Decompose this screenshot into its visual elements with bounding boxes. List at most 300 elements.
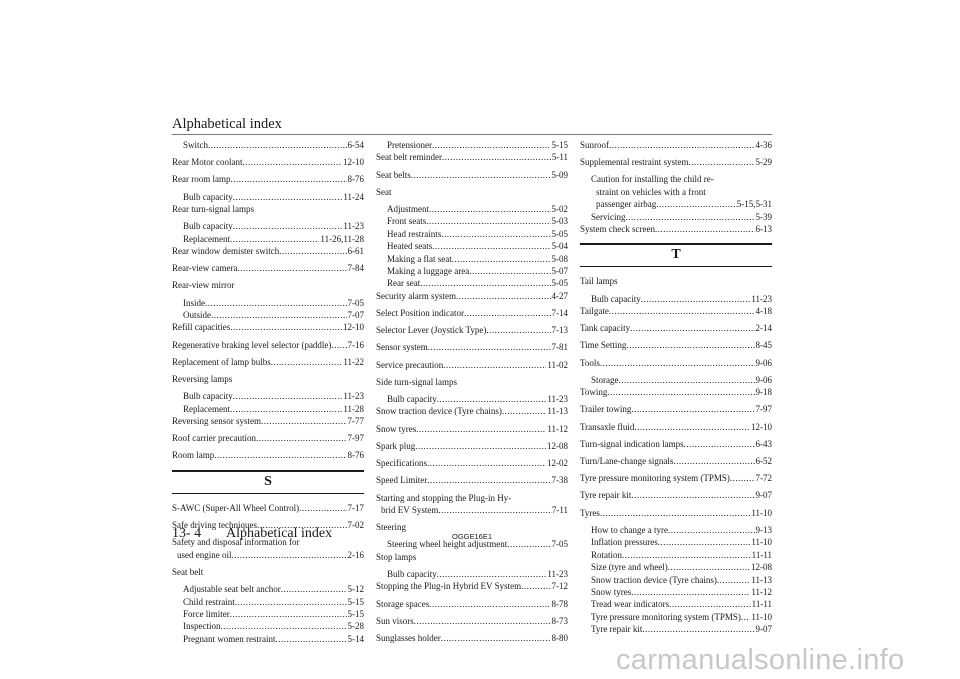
index-entry-label: Transaxle fluid <box>580 421 635 432</box>
index-entry <box>376 376 568 388</box>
index-entry-label: Head restraints <box>387 228 442 239</box>
index-entry-label: Inflation pressures <box>591 537 658 548</box>
index-entry <box>172 279 364 291</box>
leader-dots <box>655 223 755 235</box>
index-entry-page: 7-84 <box>347 263 364 274</box>
index-entry-label: Making a luggage area <box>387 266 470 277</box>
index-entry-label: Safe driving techniques <box>172 520 257 531</box>
index-entry-label: Stop lamps <box>376 551 417 562</box>
index-entry <box>580 322 772 334</box>
index-entry-page: 8-76 <box>347 174 364 185</box>
index-entry-page: 9-07 <box>755 490 772 501</box>
index-subentry <box>580 211 772 223</box>
index-entry-page: 5-14 <box>347 633 364 644</box>
leader-dots <box>230 608 347 620</box>
leader-dots <box>271 356 343 368</box>
index-entry-label: Switch <box>183 140 209 150</box>
leader-dots <box>233 390 343 402</box>
leader-dots <box>609 139 755 151</box>
leader-dots <box>717 574 751 586</box>
leader-dots <box>411 169 551 181</box>
index-subentry <box>580 561 772 573</box>
leader-dots <box>486 324 550 336</box>
page-header-title: Alphabetical index <box>172 116 282 132</box>
index-entry <box>376 474 568 486</box>
leader-dots <box>630 322 754 334</box>
leader-dots <box>429 203 551 215</box>
index-entry <box>172 245 364 257</box>
leader-dots <box>230 173 346 185</box>
leader-dots <box>673 455 754 467</box>
index-entry <box>580 156 772 168</box>
leader-dots <box>631 403 754 415</box>
index-entry-page: 11-10 <box>751 537 772 548</box>
index-entry-label: Towing <box>580 387 608 398</box>
leader-dots <box>641 293 751 305</box>
index-entry-page: 5-15 <box>347 608 364 619</box>
index-subentry <box>580 623 772 635</box>
index-entry-page: 7-72 <box>755 473 772 484</box>
index-entry <box>172 339 364 351</box>
index-entry-page: 6-52 <box>755 456 772 467</box>
index-entry-label: Reversing lamps <box>172 374 233 385</box>
index-entry-label: Seat <box>376 186 392 197</box>
index-subentry <box>580 598 772 610</box>
index-column-1 <box>172 139 364 645</box>
index-entry-label: Refill capacities <box>172 322 231 333</box>
leader-dots <box>441 228 550 240</box>
index-entry <box>580 305 772 317</box>
index-entry-page: 5-29 <box>755 157 772 168</box>
index-entry-page: 5-02 <box>551 204 568 215</box>
index-entry-page: 9-06 <box>755 374 772 385</box>
index-entry-page: 2-14 <box>755 323 772 334</box>
index-subentry <box>376 215 568 227</box>
letter-rule-bottom <box>172 493 364 494</box>
leader-dots <box>631 489 754 501</box>
leader-dots <box>626 339 754 351</box>
entry-list <box>172 502 364 645</box>
index-subentry <box>172 191 364 203</box>
index-entry-label: Rear-view mirror <box>172 280 235 291</box>
letter-heading <box>580 243 772 267</box>
entry-list <box>376 139 568 644</box>
leader-dots <box>437 568 547 580</box>
index-entry-label: Tyre repair kit <box>580 490 632 501</box>
index-entry <box>376 551 568 563</box>
index-entry-label-cont: used engine oil <box>177 549 232 560</box>
leader-dots <box>600 507 750 519</box>
index-entry-label: Making a flat seat <box>387 253 452 264</box>
footer-title: Alphabetical index <box>226 526 333 541</box>
index-entry-page: 12-02 <box>547 458 568 469</box>
leader-dots <box>609 305 755 317</box>
index-entry-label: Bulb capacity <box>183 391 233 402</box>
leader-dots <box>464 307 551 319</box>
index-entry <box>172 373 364 385</box>
index-subentry <box>376 253 568 265</box>
index-entry-label: Bulb capacity <box>387 568 437 579</box>
index-entry <box>172 415 364 427</box>
index-entry-page: 7-14 <box>551 308 568 319</box>
index-entry-label: Sun visors <box>376 615 414 626</box>
leader-dots <box>507 538 550 550</box>
index-entry-page: 7-81 <box>551 342 568 353</box>
index-entry-label: Service precaution <box>376 359 444 370</box>
leader-dots <box>631 586 750 598</box>
index-entry <box>376 440 568 452</box>
index-entry-label: Time Setting <box>580 340 627 351</box>
index-entry-page: 11-23 <box>751 293 772 304</box>
index-entry-page: 6-13 <box>755 224 772 235</box>
index-entry <box>376 580 568 592</box>
index-entry-label: Reversing sensor system <box>172 416 261 427</box>
index-subentry <box>580 611 772 623</box>
leader-dots <box>426 215 550 227</box>
index-entry-label: Regenerative braking level selector (paddle) <box>172 339 332 350</box>
index-entry-page: 7-17 <box>347 502 364 513</box>
index-subentry <box>580 524 772 536</box>
leader-dots <box>469 265 550 277</box>
index-entry <box>376 151 568 163</box>
index-entry-label: Bulb capacity <box>387 394 437 405</box>
leader-dots <box>233 191 343 203</box>
index-entry-label: Caution for installing the child re- <box>591 174 714 185</box>
index-entry-page: 11-26,11-28 <box>320 233 364 244</box>
index-entry-page: 11-23 <box>547 394 568 405</box>
index-entry <box>580 403 772 415</box>
index-entry-label: Bulb capacity <box>591 293 641 304</box>
index-entry-label: Spark plug <box>376 440 416 451</box>
index-entry-label: Starting and stopping the Plug-in Hy- <box>376 492 512 503</box>
index-entry-label: Seat belts <box>376 169 411 180</box>
index-entry-label: Pregnant women restraint <box>183 633 276 644</box>
leader-dots <box>232 549 348 561</box>
index-entry-label: Snow tyres <box>376 423 417 434</box>
letter-heading-label: S <box>264 473 272 489</box>
leader-dots <box>221 620 347 632</box>
index-entry-page: 5-08 <box>551 253 568 264</box>
index-entry-label-cont: brid EV System <box>381 504 439 515</box>
leader-dots <box>256 432 347 444</box>
index-entry-label: Seat belt reminder <box>376 152 442 163</box>
index-entry <box>580 386 772 398</box>
leader-dots <box>415 440 546 452</box>
leader-dots <box>432 139 551 151</box>
index-entry-page: 11-23 <box>343 391 364 402</box>
leader-dots <box>429 598 550 610</box>
leader-dots <box>214 449 346 461</box>
index-subentry <box>172 608 364 620</box>
index-entry-page: 5-05 <box>551 228 568 239</box>
leader-dots <box>238 262 347 274</box>
index-entry-label: Storage spaces <box>376 598 430 609</box>
index-entry <box>172 173 364 185</box>
index-entry-label: Trailer towing <box>580 404 632 415</box>
index-entry-page: 11-23 <box>547 568 568 579</box>
index-subentry <box>580 586 772 598</box>
leader-dots <box>432 240 550 252</box>
index-entry <box>580 139 772 151</box>
index-entry-page: 7-12 <box>551 581 568 592</box>
index-entry-label: Snow traction device (Tyre chains) <box>376 406 502 417</box>
index-entry-page: 11-28 <box>343 403 364 414</box>
index-entry <box>376 457 568 469</box>
leader-dots <box>438 504 551 516</box>
footer-doc-code: OGGE16E1 <box>452 532 493 541</box>
index-entry-label: Rear seat <box>387 278 421 289</box>
index-entry-label: Seat belt <box>172 566 204 577</box>
index-entry-label: Bulb capacity <box>183 191 233 202</box>
index-entry-page: 11-02 <box>547 359 568 370</box>
index-entry-page: 11-12 <box>751 586 772 597</box>
index-entry-label: Steering wheel height adjustment <box>387 539 508 550</box>
index-entry-label: Servicing <box>591 211 626 222</box>
index-entry <box>580 357 772 369</box>
leader-dots <box>437 393 547 405</box>
footer-page-number: 13- 4 <box>172 526 202 541</box>
index-entry-label: Tail lamps <box>580 276 618 287</box>
index-subentry <box>376 277 568 289</box>
index-entry-page: 4-18 <box>755 306 772 317</box>
index-entry <box>580 421 772 433</box>
index-entry-line <box>376 504 568 516</box>
index-entry-label: Tyre pressure monitoring system (TPMS) <box>580 473 730 484</box>
leader-dots <box>502 405 547 417</box>
index-entry <box>172 449 364 461</box>
index-entry-label: Tank capacity <box>580 323 631 334</box>
watermark-text: carmanualsonline.info <box>616 644 905 676</box>
index-entry-page: 5-09 <box>551 169 568 180</box>
index-entry-page: 11-10 <box>751 507 772 518</box>
index-entry <box>376 341 568 353</box>
index-entry-page: 5-07 <box>551 266 568 277</box>
index-entry <box>172 156 364 168</box>
index-entry-page: 8-76 <box>347 450 364 461</box>
index-entry-label: Snow traction device (Tyre chains) <box>591 574 717 585</box>
index-subentry <box>580 574 772 586</box>
index-entry-page: 7-11 <box>551 504 568 515</box>
index-entry-line <box>172 549 364 561</box>
leader-dots <box>414 615 551 627</box>
index-entry-label: Replacement <box>183 233 230 244</box>
leader-dots <box>668 524 755 536</box>
index-entry-label: Adjustment <box>387 204 429 215</box>
leader-dots <box>688 156 754 168</box>
index-entry-label: Supplemental restraint system <box>580 157 689 168</box>
index-entry-page: 11-12 <box>547 423 568 434</box>
index-subentry <box>172 297 364 309</box>
index-entry-label: Pretensioner <box>387 140 432 150</box>
index-entry-page: 9-18 <box>755 387 772 398</box>
index-entry <box>580 339 772 351</box>
index-entry <box>376 324 568 336</box>
leader-dots <box>230 321 342 333</box>
index-entry-label: System check screen <box>580 224 655 235</box>
index-entry-label: Tread wear indicators <box>591 599 670 610</box>
leader-dots <box>684 438 755 450</box>
index-entry-label: How to change a tyre <box>591 524 668 535</box>
index-entry-label: Turn/Lane-change signals <box>580 456 674 467</box>
index-entry-page: 12-10 <box>343 157 364 168</box>
leader-dots <box>521 580 550 592</box>
index-entry-page: 2-16 <box>347 549 364 560</box>
index-entry <box>580 489 772 501</box>
leader-dots <box>452 253 551 265</box>
leader-dots <box>443 359 546 371</box>
leader-dots <box>607 386 754 398</box>
index-subentry <box>172 139 364 151</box>
index-entry-page: 7-02 <box>347 520 364 531</box>
leader-dots <box>420 277 550 289</box>
index-entry-label: Inspection <box>183 621 221 632</box>
index-subentry <box>172 220 364 232</box>
index-entry-label: Size (tyre and wheel) <box>591 562 668 573</box>
index-subentry <box>172 596 364 608</box>
index-entry-page: 5-05 <box>551 278 568 289</box>
index-entry-label: Replacement of lamp bulbs <box>172 356 271 367</box>
index-entry-label: Rear Motor coolant <box>172 157 243 168</box>
index-subentry <box>580 293 772 305</box>
index-entry-label: Side turn-signal lamps <box>376 376 457 387</box>
index-entry-label: Security alarm system <box>376 290 456 301</box>
index-column-2 <box>376 139 568 644</box>
index-subentry <box>172 633 364 645</box>
index-entry-page: 7-05 <box>347 297 364 308</box>
index-entry-label: Steering <box>376 522 406 533</box>
index-entry-label: Tyres <box>580 507 600 518</box>
leader-dots <box>416 423 546 435</box>
leader-dots <box>233 220 343 232</box>
index-entry-page: 12-08 <box>751 562 772 573</box>
index-entry <box>376 423 568 435</box>
index-subentry <box>376 568 568 580</box>
index-entry <box>376 492 568 517</box>
index-entry <box>580 223 772 235</box>
index-entry <box>580 438 772 450</box>
index-entry-label: Rear-view camera <box>172 263 238 274</box>
leader-dots <box>669 598 751 610</box>
leader-dots <box>299 502 346 514</box>
index-entry-page: 5-12 <box>347 584 364 595</box>
index-entry-label: Replacement <box>183 403 230 414</box>
index-entry-page: 12-10 <box>343 322 364 333</box>
index-entry <box>376 290 568 302</box>
index-entry <box>376 405 568 417</box>
index-entry-label: Selector Lever (Joystick Type) <box>376 325 487 336</box>
index-entry-page: 6-43 <box>755 438 772 449</box>
index-subentry <box>172 309 364 321</box>
leader-dots <box>634 421 750 433</box>
index-subentry <box>376 139 568 151</box>
leader-dots <box>279 245 346 257</box>
index-entry-page: 11-11 <box>751 549 772 560</box>
index-entry-page: 4-27 <box>551 290 568 301</box>
index-entry-label: Front seats <box>387 216 427 227</box>
index-entry-label: Turn-signal indication lamps <box>580 438 684 449</box>
entry-list <box>172 139 364 462</box>
index-subentry <box>376 393 568 405</box>
index-entry-page: 12-10 <box>751 421 772 432</box>
index-entry-page: 11-13 <box>751 574 772 585</box>
leader-dots <box>205 297 347 309</box>
index-entry-page: 9-13 <box>755 524 772 535</box>
leader-dots <box>642 623 754 635</box>
index-entry-page: 11-13 <box>547 406 568 417</box>
index-entry <box>580 275 772 287</box>
index-entry-page: 11-10 <box>751 611 772 622</box>
index-entry-label: Select Position indicator <box>376 308 464 319</box>
leader-dots <box>741 611 750 623</box>
index-entry-page: 7-38 <box>551 475 568 486</box>
leader-dots <box>668 561 750 573</box>
index-entry-page: 11-23 <box>343 221 364 232</box>
leader-dots <box>730 472 755 484</box>
index-subentry <box>376 240 568 252</box>
index-entry <box>172 566 364 578</box>
leader-dots <box>656 198 737 210</box>
index-entry-label: Room lamp <box>172 450 215 461</box>
index-subentry <box>376 203 568 215</box>
index-entry <box>376 359 568 371</box>
index-subentry <box>172 403 364 415</box>
index-subentry <box>172 233 364 245</box>
index-entry-page: 9-06 <box>755 357 772 368</box>
index-column-3 <box>580 139 772 636</box>
index-entry-page: 5-03 <box>551 216 568 227</box>
leader-dots <box>281 583 347 595</box>
entry-list <box>580 139 772 235</box>
index-entry-page: 8-73 <box>551 615 568 626</box>
index-entry <box>580 507 772 519</box>
index-subentry <box>580 536 772 548</box>
index-entry-label: Rear room lamp <box>172 174 231 185</box>
index-entry-label: S-AWC (Super-All Wheel Control) <box>172 502 300 513</box>
index-subentry <box>376 228 568 240</box>
index-entry <box>172 262 364 274</box>
leader-dots <box>442 151 551 163</box>
index-entry-label: Specifications <box>376 458 427 469</box>
index-entry <box>376 186 568 198</box>
index-entry <box>376 615 568 627</box>
leader-dots <box>600 357 755 369</box>
leader-dots <box>242 156 342 168</box>
leader-dots <box>230 403 342 415</box>
entry-list <box>580 275 772 635</box>
index-entry-label: Snow tyres <box>591 586 632 597</box>
index-entry-label: Tools <box>580 357 600 368</box>
index-entry <box>376 307 568 319</box>
index-entry-label: Force limiter <box>183 608 230 619</box>
index-entry-label: Storage <box>591 374 619 385</box>
leader-dots <box>261 415 347 427</box>
index-entry-label-cont: straint on vehicles with a front <box>596 186 706 197</box>
index-entry-page: 7-97 <box>755 404 772 415</box>
index-entry <box>172 432 364 444</box>
index-subentry <box>580 549 772 561</box>
leader-dots <box>456 290 551 302</box>
index-entry-label: Sunglasses holder <box>376 632 441 643</box>
index-entry-page: 5-15 <box>551 140 568 150</box>
index-entry-page: 7-13 <box>551 325 568 336</box>
index-entry-label: Bulb capacity <box>183 221 233 232</box>
letter-heading-label: T <box>671 247 681 263</box>
index-entry-page: 5-15,5-31 <box>736 199 772 210</box>
index-entry-page: 8-80 <box>551 632 568 643</box>
index-entry <box>172 502 364 514</box>
index-entry-page: 5-28 <box>347 621 364 632</box>
index-entry-label: Stopping the Plug-in Hybrid EV System <box>376 581 522 592</box>
